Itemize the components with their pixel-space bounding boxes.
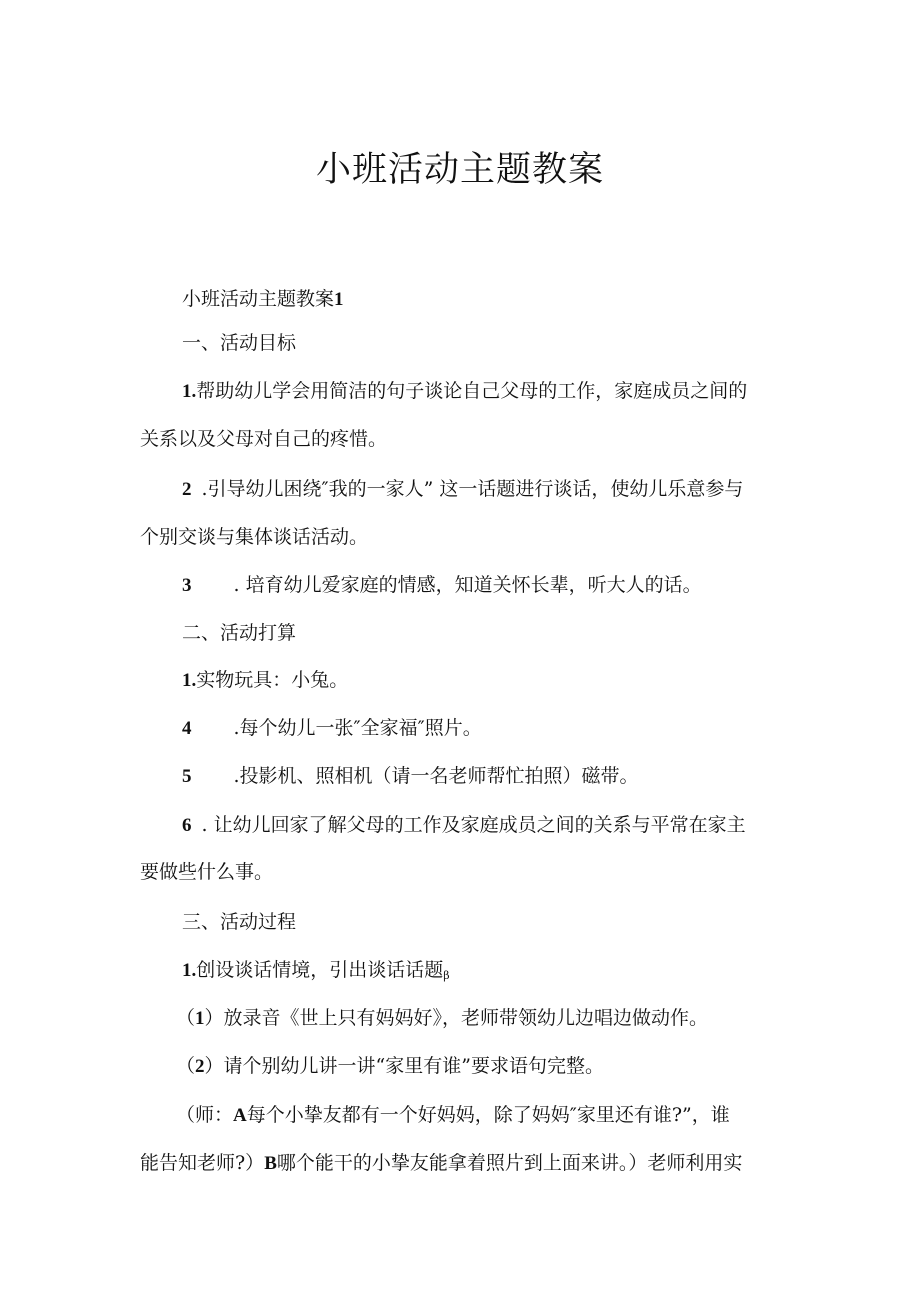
teacher-line-1: [176, 1101, 730, 1130]
goal-2-line-1: [182, 475, 743, 504]
goal-3-text: . 培育幼儿爱家庭的情感，知道关怀长辈，听大人的话。: [233, 574, 702, 596]
prep-1-text: 实物玩具：小兔。: [196, 669, 349, 691]
goal-3-line: [182, 571, 702, 600]
sub-1-text: 放录音《世上只有妈妈好》，老师带领幼儿边唱边做动作。: [223, 1007, 709, 1029]
goal-2-text-a: .引导幼儿困绕″我的一家人” 这一话题进行谈话，使幼儿乐意参与: [201, 478, 744, 500]
heading-preparation: 二、活动打算: [182, 622, 297, 644]
goal-3-number: 3: [182, 575, 192, 596]
sub-1-open: （: [176, 1007, 196, 1029]
prep-6-line-2: 要做些什么事。: [140, 861, 274, 883]
document-title: 小班活动主题教案: [315, 150, 604, 190]
prep-4-line: [182, 714, 482, 743]
step-1-tail: β: [443, 969, 450, 982]
teacher-text-a: 每个小挚友都有一个好妈妈，除了妈妈″家里还有谁?”，谁: [246, 1104, 730, 1126]
step-1-text: 创设谈话情境，引出谈话话题: [196, 959, 444, 981]
sub-1-number: 1: [195, 1008, 205, 1029]
prep-6-number: 6: [182, 815, 192, 836]
sub-2-open: （: [176, 1055, 196, 1077]
prep-1-line: [182, 666, 348, 695]
sub-2-close: ）: [204, 1055, 224, 1077]
heading-goals: 一、活动目标: [182, 332, 297, 354]
goal-1-text-a: 帮助幼儿学会用简洁的句子谈论自己父母的工作，家庭成员之间的: [196, 380, 748, 402]
goal-2-number: 2: [182, 479, 192, 500]
step-1-line: [182, 956, 450, 990]
goal-1-number: 1.: [182, 381, 197, 402]
prep-4-number: 4: [182, 718, 192, 739]
goal-1-line-2: 关系以及父母对自己的疼惜。: [140, 428, 388, 450]
sub-1-close: ）: [204, 1007, 224, 1029]
prep-6-line-1: [182, 811, 746, 840]
section-heading: [182, 285, 344, 314]
step-1-number: 1.: [182, 960, 197, 981]
teacher-marker-b: B: [264, 1153, 277, 1174]
sub-2-number: 2: [195, 1056, 205, 1077]
prep-5-number: 5: [182, 766, 192, 787]
teacher-text-b1: 能告知老师?）: [140, 1152, 265, 1174]
teacher-marker-a: A: [233, 1105, 247, 1126]
prep-5-text: .投影机、照相机（请一名老师帮忙拍照）磁带。: [233, 765, 639, 787]
prep-5-line: [182, 762, 639, 791]
goal-2-line-2: 个别交谈与集体谈话活动。: [140, 526, 369, 548]
section-heading-text: 小班活动主题教案: [182, 288, 335, 310]
prep-6-text-a: . 让幼儿回家了解父母的工作及家庭成员之间的关系与平常在家主: [201, 814, 746, 836]
sub-1-line: [176, 1004, 708, 1033]
prep-1-number: 1.: [182, 670, 197, 691]
sub-2-line: [176, 1052, 604, 1081]
teacher-line-2: [140, 1149, 742, 1178]
teacher-open: （师：: [176, 1104, 234, 1126]
prep-4-text: .每个幼儿一张″全家福″照片。: [233, 717, 482, 739]
teacher-text-b2: 哪个能干的小挚友能拿着照片到上面来讲。）老师利用实: [276, 1152, 743, 1174]
section-heading-number: 1: [334, 289, 344, 310]
sub-2-text: 请个别幼儿讲一讲“家里有谁”要求语句完整。: [223, 1055, 604, 1077]
heading-process: 三、活动过程: [182, 911, 297, 933]
goal-1-line-1: [182, 377, 747, 406]
